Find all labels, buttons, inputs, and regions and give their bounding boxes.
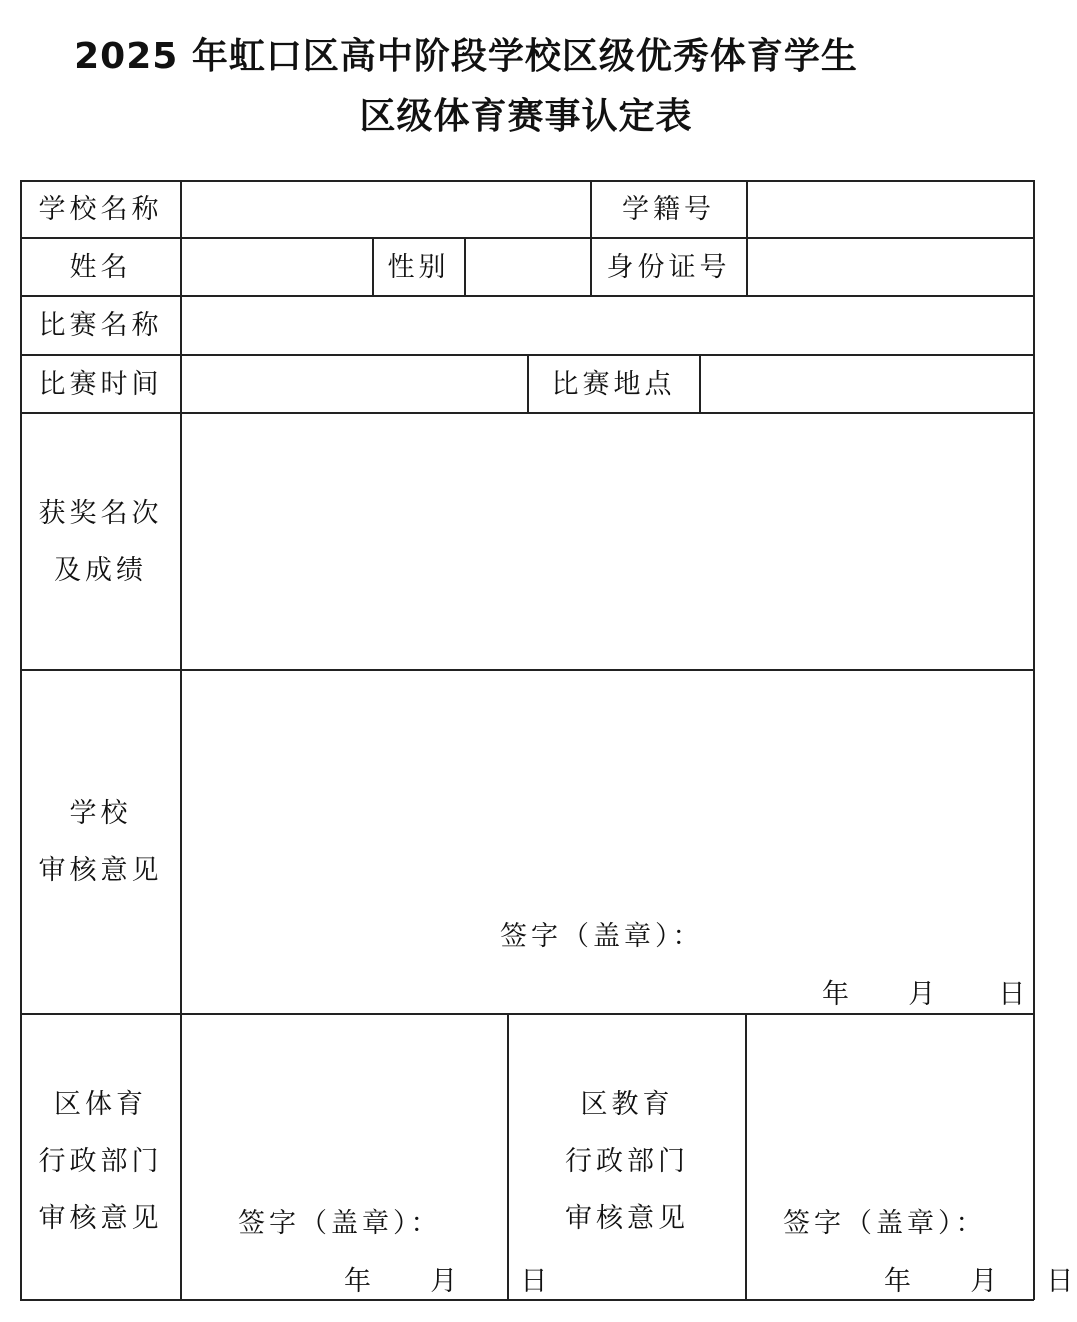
award-label-line-2: 及成绩 — [54, 554, 147, 586]
sports-dept-review-field[interactable] — [182, 1015, 507, 1299]
sports-dept-label-line-2: 行政部门 — [38, 1145, 163, 1177]
edu-dept-date — [884, 1259, 1077, 1298]
edu-dept-date-day: 日 — [1046, 1266, 1077, 1297]
award-label — [21, 414, 180, 669]
sports-dept-date-day: 日 — [520, 1266, 552, 1297]
sports-dept-label-line-1: 区体育 — [54, 1088, 147, 1120]
award-label-line-1: 获奖名次 — [38, 497, 163, 529]
edu-dept-label-line-3: 审核意见 — [565, 1202, 689, 1234]
award-field[interactable] — [182, 414, 1033, 669]
sports-dept-signature-label: 签字（盖章）： — [238, 1208, 442, 1239]
match-name-label: 比赛名称 — [38, 310, 163, 341]
school-review-field[interactable] — [182, 671, 1033, 1013]
match-name-field[interactable] — [182, 297, 1033, 354]
school-review-label-line-1: 学校 — [69, 798, 132, 829]
school-signature-label: 签字（盖章）： — [500, 921, 704, 952]
school-name-label: 学校名称 — [38, 193, 163, 225]
gender-field[interactable] — [466, 239, 590, 295]
school-name-field[interactable] — [182, 181, 590, 237]
school-review-label — [21, 671, 180, 1013]
edu-dept-label-line-1: 区教育 — [580, 1088, 674, 1120]
match-place-label: 比赛地点 — [551, 368, 676, 400]
form-title-line-1: 2025 年虹口区高中阶段学校区级优秀体育学生 — [74, 36, 858, 77]
match-time-field[interactable] — [182, 356, 527, 412]
sports-dept-date-year: 年 — [344, 1266, 375, 1297]
edu-dept-label — [509, 1015, 745, 1299]
edu-dept-signature-label: 签字（盖章）： — [783, 1208, 987, 1239]
school-date-day: 日 — [998, 979, 1030, 1010]
sports-dept-label — [21, 1015, 180, 1299]
match-time-label: 比赛时间 — [38, 368, 163, 400]
edu-dept-date-month: 月 — [970, 1266, 1002, 1297]
name-label: 姓名 — [69, 251, 132, 283]
edu-dept-date-year: 年 — [884, 1266, 915, 1297]
id-number-field[interactable] — [748, 239, 1033, 295]
student-number-label: 学籍号 — [622, 193, 715, 225]
gender-label: 性别 — [387, 251, 450, 283]
school-date-year: 年 — [822, 979, 853, 1010]
school-date — [822, 972, 1029, 1011]
edu-dept-label-line-2: 行政部门 — [565, 1145, 689, 1177]
form-title-line-2: 区级体育赛事认定表 — [359, 96, 693, 137]
school-review-label-line-2: 审核意见 — [38, 855, 163, 886]
match-place-field[interactable] — [701, 356, 1033, 412]
id-number-label: 身份证号 — [606, 251, 731, 283]
name-field[interactable] — [182, 239, 372, 295]
edu-dept-review-field[interactable] — [747, 1015, 1033, 1299]
sports-dept-date-month: 月 — [430, 1266, 462, 1297]
school-date-month: 月 — [908, 979, 940, 1010]
student-number-field[interactable] — [748, 181, 1033, 237]
sports-dept-label-line-3: 审核意见 — [38, 1202, 163, 1234]
